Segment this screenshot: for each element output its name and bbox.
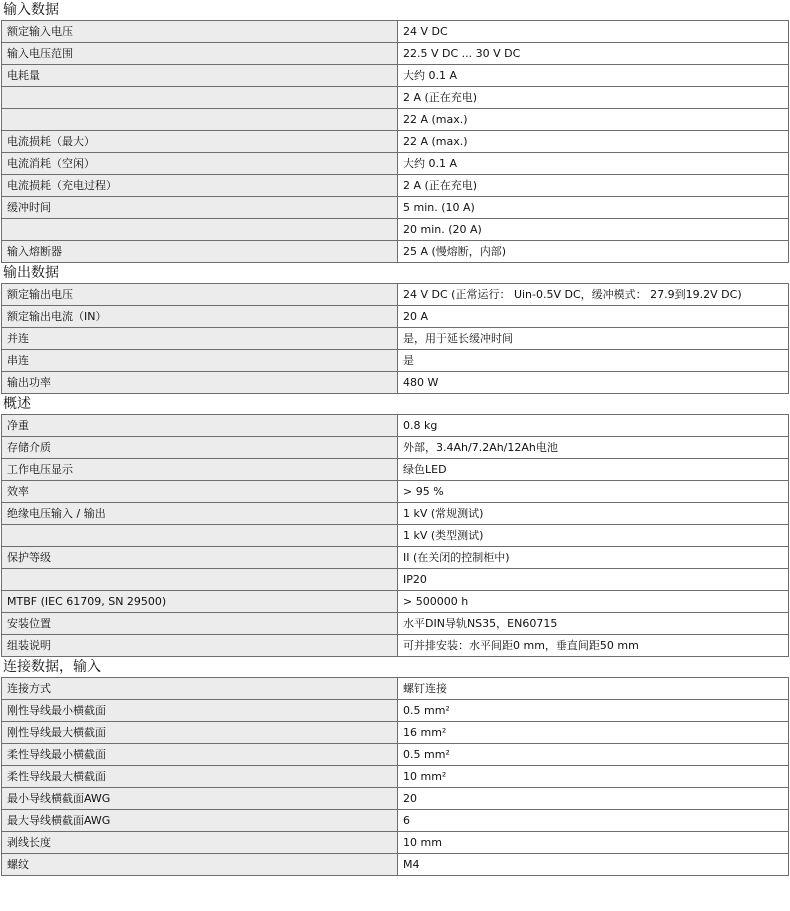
spec-value: 外部，3.4Ah/7.2Ah/12Ah电池: [398, 437, 789, 459]
spec-label: 刚性导线最大横截面: [2, 722, 398, 744]
table-row: [2, 591, 789, 613]
spec-label: 净重: [2, 415, 398, 437]
connection-input-table: [1, 677, 789, 876]
table-row: [2, 810, 789, 832]
table-row: [2, 372, 789, 394]
table-row: [2, 284, 789, 306]
spec-label: 最小导线横截面AWG: [2, 788, 398, 810]
spec-label: 组装说明: [2, 635, 398, 657]
spec-value: 大约 0.1 A: [398, 65, 789, 87]
spec-label: 额定输出电压: [2, 284, 398, 306]
spec-value: 22.5 V DC ... 30 V DC: [398, 43, 789, 65]
spec-label: 并连: [2, 328, 398, 350]
spec-label: 输入电压范围: [2, 43, 398, 65]
table-row: [2, 131, 789, 153]
spec-label: 存储介质: [2, 437, 398, 459]
spec-label: 电流消耗（空闲）: [2, 153, 398, 175]
spec-label: 电耗量: [2, 65, 398, 87]
spec-value: 可并排安装：水平间距0 mm，垂直间距50 mm: [398, 635, 789, 657]
spec-value: 1 kV (类型测试): [398, 525, 789, 547]
spec-label: [2, 109, 398, 131]
table-row: [2, 635, 789, 657]
table-row: [2, 569, 789, 591]
section-title-connection-input: 连接数据，输入: [3, 659, 101, 675]
spec-value: M4: [398, 854, 789, 876]
table-row: [2, 700, 789, 722]
table-row: [2, 613, 789, 635]
table-row: [2, 678, 789, 700]
spec-label: 刚性导线最小横截面: [2, 700, 398, 722]
spec-value: 25 A (慢熔断，内部): [398, 241, 789, 263]
spec-value: 绿色LED: [398, 459, 789, 481]
table-row: [2, 547, 789, 569]
table-row: [2, 21, 789, 43]
spec-value: 0.5 mm²: [398, 700, 789, 722]
spec-label: 保护等级: [2, 547, 398, 569]
spec-value: > 95 %: [398, 481, 789, 503]
spec-value: 螺钉连接: [398, 678, 789, 700]
spec-value: 10 mm: [398, 832, 789, 854]
spec-value: 0.5 mm²: [398, 744, 789, 766]
spec-value: 16 mm²: [398, 722, 789, 744]
table-row: [2, 241, 789, 263]
spec-label: 绝缘电压输入 / 输出: [2, 503, 398, 525]
spec-label: 串连: [2, 350, 398, 372]
table-row: [2, 766, 789, 788]
table-row: [2, 722, 789, 744]
table-row: [2, 153, 789, 175]
table-row: [2, 197, 789, 219]
spec-label: 额定输入电压: [2, 21, 398, 43]
spec-value: II (在关闭的控制柜中): [398, 547, 789, 569]
spec-value: 6: [398, 810, 789, 832]
spec-label: 额定输出电流（IN）: [2, 306, 398, 328]
spec-value: 20: [398, 788, 789, 810]
spec-label: 效率: [2, 481, 398, 503]
spec-value: 10 mm²: [398, 766, 789, 788]
table-row: [2, 350, 789, 372]
spec-value: 24 V DC (正常运行： Uin-0.5V DC，缓冲模式： 27.9到19.2V DC): [398, 284, 789, 306]
spec-label: 剥线长度: [2, 832, 398, 854]
spec-value: > 500000 h: [398, 591, 789, 613]
table-row: [2, 306, 789, 328]
spec-label: 缓冲时间: [2, 197, 398, 219]
table-row: [2, 744, 789, 766]
spec-label: [2, 569, 398, 591]
spec-value: 2 A (正在充电): [398, 175, 789, 197]
spec-label: 输入熔断器: [2, 241, 398, 263]
table-row: [2, 481, 789, 503]
spec-value: 水平DIN导轨NS35，EN60715: [398, 613, 789, 635]
spec-label: 最大导线横截面AWG: [2, 810, 398, 832]
spec-value: 20 A: [398, 306, 789, 328]
general-table: [1, 414, 789, 657]
spec-value: 是，用于延长缓冲时间: [398, 328, 789, 350]
spec-label: [2, 87, 398, 109]
spec-label: 柔性导线最大横截面: [2, 766, 398, 788]
spec-value: 0.8 kg: [398, 415, 789, 437]
output-data-table: [1, 283, 789, 394]
table-row: [2, 415, 789, 437]
table-row: [2, 459, 789, 481]
spec-value: 22 A (max.): [398, 109, 789, 131]
section-title-output-data: 输出数据: [3, 265, 59, 281]
section-title-general: 概述: [3, 396, 31, 412]
table-row: [2, 43, 789, 65]
spec-value: 1 kV (常规测试): [398, 503, 789, 525]
spec-label: 电流损耗（充电过程）: [2, 175, 398, 197]
spec-label: 电流损耗（最大）: [2, 131, 398, 153]
table-row: [2, 87, 789, 109]
table-row: [2, 109, 789, 131]
table-row: [2, 503, 789, 525]
spec-value: 24 V DC: [398, 21, 789, 43]
spec-value: 大约 0.1 A: [398, 153, 789, 175]
spec-label: 输出功率: [2, 372, 398, 394]
table-row: [2, 328, 789, 350]
table-row: [2, 788, 789, 810]
spec-value: IP20: [398, 569, 789, 591]
spec-label: 连接方式: [2, 678, 398, 700]
spec-value: 是: [398, 350, 789, 372]
table-row: [2, 175, 789, 197]
table-row: [2, 219, 789, 241]
spec-label: 安装位置: [2, 613, 398, 635]
spec-value: 20 min. (20 A): [398, 219, 789, 241]
spec-value: 2 A (正在充电): [398, 87, 789, 109]
table-row: [2, 65, 789, 87]
spec-label: 螺纹: [2, 854, 398, 876]
spec-value: 5 min. (10 A): [398, 197, 789, 219]
table-row: [2, 832, 789, 854]
spec-label: [2, 219, 398, 241]
spec-value: 22 A (max.): [398, 131, 789, 153]
spec-label: MTBF (IEC 61709, SN 29500): [2, 591, 398, 613]
spec-label: 工作电压显示: [2, 459, 398, 481]
table-row: [2, 525, 789, 547]
table-row: [2, 437, 789, 459]
spec-value: 480 W: [398, 372, 789, 394]
spec-label: 柔性导线最小横截面: [2, 744, 398, 766]
input-data-table: [1, 20, 789, 263]
section-title-input-data: 输入数据: [3, 2, 59, 18]
spec-label: [2, 525, 398, 547]
table-row: [2, 854, 789, 876]
